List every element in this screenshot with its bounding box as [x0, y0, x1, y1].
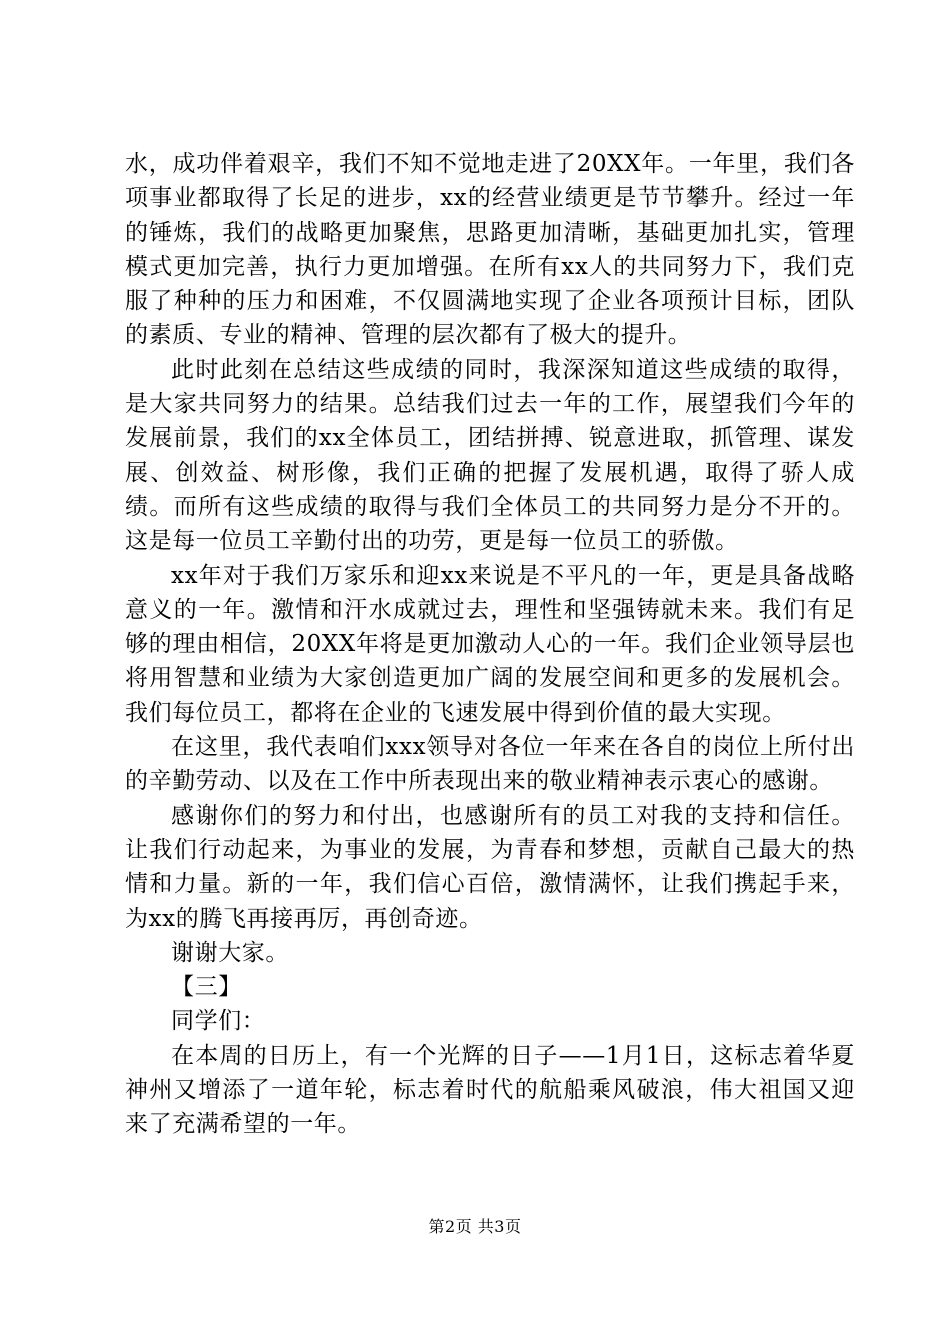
paragraph-3: xx年对于我们万家乐和迎xx来说是不平凡的一年，更是具备战略意义的一年。激情和汗水成就过去，理性和坚强铸就未来。我们有足够的理由相信，20XX年将是更加激动人心的一年。我们企业领导层也将用智慧和业绩为大家创造更加广阔的发展空间和更多的发展机会。我们每位员工，都将在企业的飞速发展中得到价值的最大实现。: [125, 562, 855, 726]
section-heading: 【三】: [171, 974, 242, 1001]
salutation: 同学们：: [171, 1008, 266, 1035]
paragraph-closing-thanks: 谢谢大家。: [171, 939, 289, 966]
paragraph-9: 在本周的日历上，有一个光辉的日子——1月1日，这标志着华夏神州又增添了一道年轮，标志着时代的航船乘风破浪，伟大祖国又迎来了充满希望的一年。: [125, 1042, 855, 1138]
paragraph-5: 感谢你们的努力和付出，也感谢所有的员工对我的支持和信任。让我们行动起来，为事业的发展，为青春和梦想，贡献自己最大的热情和力量。新的一年，我们信心百倍，激情满怀，让我们携起手来，为xx的腾飞再接再厉，再创奇迹。: [125, 802, 855, 932]
paragraph-4: 在这里，我代表咱们xxx领导对各位一年来在各自的岗位上所付出的辛勤劳动、以及在工作中所表现出来的敬业精神表示衷心的感谢。: [125, 734, 855, 795]
paragraph-1: 水，成功伴着艰辛，我们不知不觉地走进了20XX年。一年里，我们各项事业都取得了长足的进步，xx的经营业绩更是节节攀升。经过一年的锤炼，我们的战略更加聚焦，思路更加清晰，基础更加扎实，管理模式更加完善，执行力更加增强。在所有xx人的共同努力下，我们克服了种种的压力和困难，不仅圆满地实现了企业各项预计目标，团队的素质、专业的精神、管理的层次都有了极大的提升。: [125, 151, 855, 349]
document-body: [125, 147, 855, 1142]
paragraph-2: 此时此刻在总结这些成绩的同时，我深深知道这些成绩的取得，是大家共同努力的结果。总结我们过去一年的工作，展望我们今年的发展前景，我们的xx全体员工，团结拼搏、锐意进取，抓管理、谋发展、创效益、树形像，我们正确的把握了发展机遇，取得了骄人成绩。而所有这些成绩的取得与我们全体员工的共同努力是分不开的。这是每一位员工辛勤付出的功劳，更是每一位员工的骄傲。: [125, 356, 855, 555]
page-number-footer: 第2页 共3页: [428, 1217, 522, 1236]
